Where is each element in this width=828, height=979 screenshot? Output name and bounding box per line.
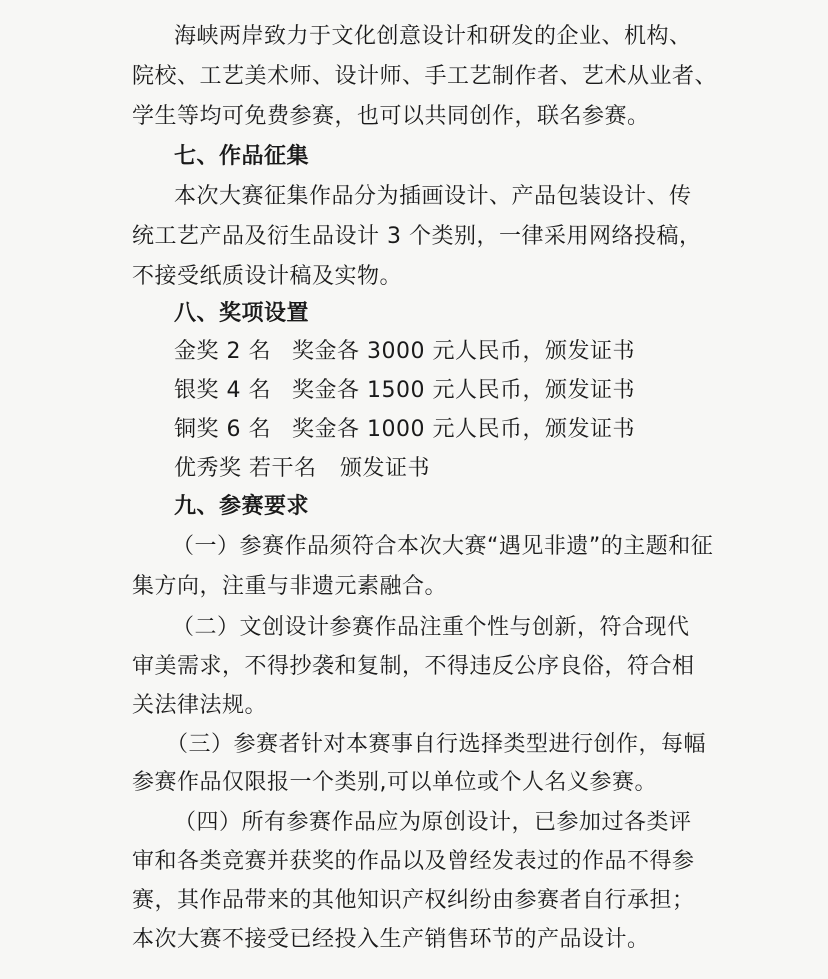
requirement-2-line: 关法律法规。 xyxy=(132,693,268,718)
section9-heading: 九、参赛要求 xyxy=(174,494,310,519)
eligibility-line: 海峡两岸致力于文化创意设计和研发的企业、机构、 xyxy=(174,24,692,49)
section7-line: 不接受纸质设计稿及实物。 xyxy=(132,264,403,289)
requirement-3-line: 参赛作品仅限报一个类别,可以单位或个人名义参赛。 xyxy=(132,770,657,795)
section7-heading: 七、作品征集 xyxy=(174,144,310,169)
section8-heading: 八、奖项设置 xyxy=(174,301,310,326)
requirement-4-line: 审和各类竞赛并获奖的作品以及曾经发表过的作品不得参 xyxy=(132,849,695,874)
section7-line: 统工艺产品及衍生品设计 3 个类别，一律采用网络投稿， xyxy=(132,224,702,249)
requirement-2-line: （二）文创设计参赛作品注重个性与创新，符合现代 xyxy=(172,615,690,640)
award-prize: 颁发证书 xyxy=(340,456,431,481)
award-name: 优秀奖 若干名 xyxy=(174,456,317,481)
section7-line: 本次大赛征集作品分为插画设计、产品包装设计、传 xyxy=(174,184,692,209)
award-row-gold xyxy=(174,341,635,363)
requirement-2-line: 审美需求，不得抄袭和复制，不得违反公序良俗，符合相 xyxy=(132,654,695,679)
requirement-1-line: （一）参赛作品须符合本次大赛“遇见非遗”的主题和征 xyxy=(172,534,714,559)
award-row-bronze xyxy=(174,419,635,441)
award-row-excellence xyxy=(174,458,430,480)
eligibility-line: 院校、工艺美术师、设计师、手工艺制作者、艺术从业者、 xyxy=(132,64,718,89)
award-name: 银奖 4 名 xyxy=(174,378,271,403)
requirement-4-line: 本次大赛不接受已经投入生产销售环节的产品设计。 xyxy=(132,927,650,952)
requirement-3-line: （三）参赛者针对本赛事自行选择类型进行创作，每幅 xyxy=(166,732,707,757)
award-name: 金奖 2 名 xyxy=(174,339,271,364)
requirement-4-line: 赛，其作品带来的其他知识产权纠纷由参赛者自行承担； xyxy=(132,888,695,913)
award-row-silver xyxy=(174,380,635,402)
requirement-1-line: 集方向，注重与非遗元素融合。 xyxy=(132,574,448,599)
eligibility-line: 学生等均可免费参赛，也可以共同创作，联名参赛。 xyxy=(132,104,650,129)
award-prize: 奖金各 1000 元人民币，颁发证书 xyxy=(292,417,635,442)
award-prize: 奖金各 1500 元人民币，颁发证书 xyxy=(292,378,635,403)
award-prize: 奖金各 3000 元人民币，颁发证书 xyxy=(292,339,635,364)
requirement-4-line: （四）所有参赛作品应为原创设计，已参加过各类评 xyxy=(174,810,692,835)
award-name: 铜奖 6 名 xyxy=(174,417,271,442)
